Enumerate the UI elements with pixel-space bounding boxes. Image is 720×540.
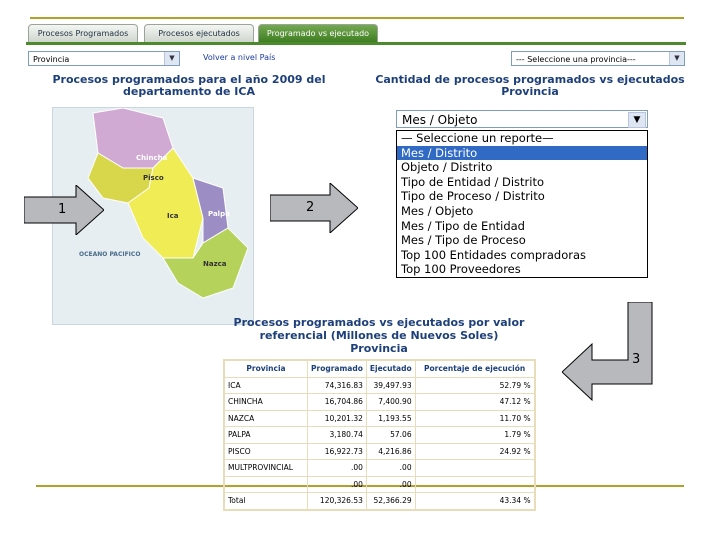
province-select[interactable] [28, 51, 180, 66]
left-arrow-icon [562, 302, 658, 402]
cell-programado: 120,326.53 [308, 493, 367, 510]
table-title-line2: referencial (Millones de Nuevos Soles) [259, 329, 499, 342]
label-nazca: Nazca [203, 260, 227, 268]
report-option[interactable]: Top 100 Proveedores [401, 262, 521, 277]
cell-porcentaje: 1.79 % [415, 427, 534, 444]
province-select-value: Provincia [33, 55, 70, 64]
table-row[interactable] [225, 377, 535, 394]
right-title [372, 74, 688, 98]
cell-programado: 16,704.86 [308, 394, 367, 411]
header-porcentaje: Porcentaje de ejecución [415, 361, 534, 378]
cell-programado: .00 [308, 460, 367, 477]
label-chincha: Chincha [136, 154, 168, 162]
chevron-down-icon: ▼ [628, 112, 646, 128]
chevron-down-icon: ▼ [164, 52, 179, 65]
table-row[interactable] [225, 410, 535, 427]
label-ica: Ica [167, 212, 179, 220]
label-ocean: OCEANO PACIFICO [79, 251, 141, 258]
report-option[interactable]: Mes / Objeto [401, 203, 474, 218]
table-header-row [225, 361, 535, 378]
cell-ejecutado: 4,216.86 [366, 443, 415, 460]
cell-provincia[interactable] [225, 476, 308, 493]
table-title-line3: Provincia [350, 342, 408, 355]
cell-provincia[interactable]: ICA [225, 377, 308, 394]
province-table [224, 360, 535, 510]
report-select-value: Mes / Objeto [402, 113, 478, 127]
tab-procesos-programados[interactable]: Procesos Programados [28, 24, 138, 42]
header-programado: Programado [308, 361, 367, 378]
report-option[interactable]: Mes / Tipo de Proceso [401, 233, 526, 248]
chevron-down-icon: ▼ [669, 52, 684, 65]
report-select[interactable] [396, 110, 648, 128]
cell-porcentaje: 47.12 % [415, 394, 534, 411]
table-row[interactable] [225, 443, 535, 460]
tab-programado-vs-ejecutado[interactable]: Programado vs ejecutado [258, 24, 378, 42]
cell-provincia[interactable]: PALPA [225, 427, 308, 444]
report-options-list [396, 130, 648, 278]
report-option[interactable]: Top 100 Entidades compradoras [401, 247, 587, 262]
report-option[interactable]: Objeto / Distrito [401, 160, 493, 175]
right-title-line1: Cantidad de procesos programados vs ejecutados [375, 73, 685, 86]
table-total-row [225, 493, 535, 510]
cell-porcentaje: 11.70 % [415, 410, 534, 427]
left-title-line1: Procesos programados para el año 2009 del [52, 73, 326, 86]
left-title-line2: departamento de ICA [123, 85, 255, 98]
cell-porcentaje: 43.34 % [415, 493, 534, 510]
cell-ejecutado: 1,193.55 [366, 410, 415, 427]
cell-programado: 10,201.32 [308, 410, 367, 427]
table-title-line1: Procesos programados vs ejecutados por valor [233, 316, 525, 329]
header-provincia: Provincia [225, 361, 308, 378]
cell-provincia[interactable]: NAZCA [225, 410, 308, 427]
label-pisco: Pisco [143, 174, 164, 182]
cell-porcentaje: 52.79 % [415, 377, 534, 394]
report-option-highlighted[interactable]: Mes / Distrito [397, 146, 647, 161]
table-row[interactable] [225, 460, 535, 477]
cell-ejecutado: 39,497.93 [366, 377, 415, 394]
cell-ejecutado: 57.06 [366, 427, 415, 444]
table-row[interactable] [225, 394, 535, 411]
cell-provincia: Total [225, 493, 308, 510]
tab-bar [26, 22, 686, 45]
cell-ejecutado: .00 [366, 460, 415, 477]
tab-procesos-ejecutados[interactable]: Procesos ejecutados [144, 24, 254, 42]
header-ejecutado: Ejecutado [366, 361, 415, 378]
right-title-line2: Provincia [501, 85, 559, 98]
cell-ejecutado: .00 [366, 476, 415, 493]
cell-provincia[interactable]: CHINCHA [225, 394, 308, 411]
report-option[interactable]: Tipo de Proceso / Distrito [401, 189, 545, 204]
cell-programado: .00 [308, 476, 367, 493]
cell-porcentaje [415, 460, 534, 477]
table-title [216, 316, 542, 355]
label-palpa: Palpa [208, 210, 230, 218]
cell-provincia[interactable]: MULTPROVINCIAL [225, 460, 308, 477]
cell-ejecutado: 7,400.90 [366, 394, 415, 411]
cell-provincia[interactable]: PISCO [225, 443, 308, 460]
table-row[interactable] [225, 427, 535, 444]
step-label-2: 2 [306, 200, 315, 215]
cell-ejecutado: 52,366.29 [366, 493, 415, 510]
report-option[interactable]: — Seleccione un reporte— [401, 131, 554, 145]
cell-programado: 74,316.83 [308, 377, 367, 394]
left-title [48, 74, 330, 98]
back-to-country-link[interactable]: Volver a nivel País [203, 53, 276, 62]
right-province-select[interactable] [511, 51, 685, 66]
top-rule [30, 17, 684, 19]
step-label-3: 3 [632, 352, 641, 367]
report-option[interactable]: Mes / Tipo de Entidad [401, 218, 525, 233]
step-label-1: 1 [58, 202, 67, 217]
report-option[interactable]: Tipo de Entidad / Distrito [401, 174, 544, 189]
cell-programado: 3,180.74 [308, 427, 367, 444]
cell-programado: 16,922.73 [308, 443, 367, 460]
table-row[interactable] [225, 476, 535, 493]
cell-porcentaje [415, 476, 534, 493]
right-province-select-value: --- Seleccione una provincia--- [516, 55, 636, 64]
cell-porcentaje: 24.92 % [415, 443, 534, 460]
